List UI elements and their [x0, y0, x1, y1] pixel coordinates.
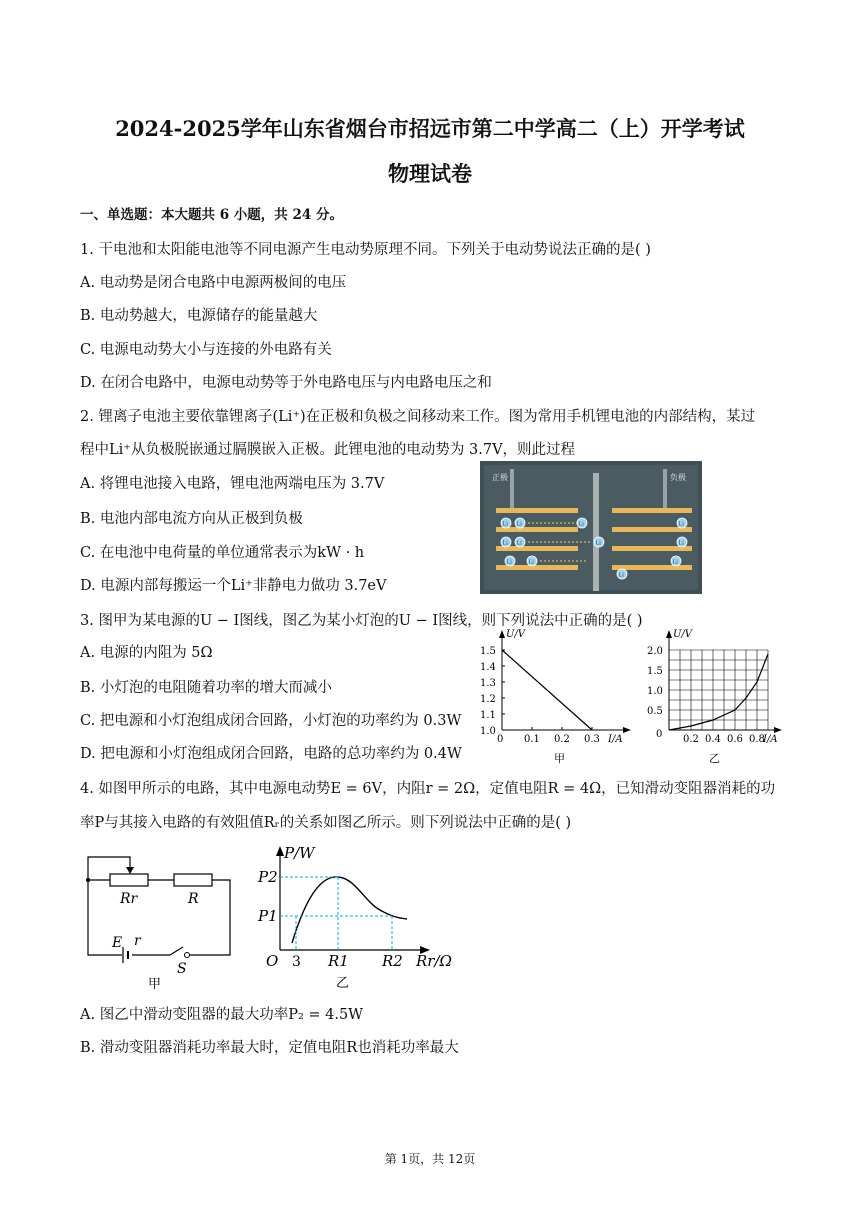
- emf-label: E: [112, 935, 123, 951]
- lithium-ion-label: Li: [502, 521, 508, 528]
- switch-blade: [170, 947, 183, 955]
- negative-electrode-label: 负极: [670, 473, 686, 482]
- lithium-ion-label: Li: [528, 559, 534, 566]
- y-tick-label: 1.0: [480, 726, 496, 737]
- x-tick-label: 0.2: [554, 734, 570, 745]
- x-axis-label: Rr/Ω: [416, 952, 452, 970]
- q1-option-a: A. 电动势是闭合电路中电源两极间的电压: [80, 275, 347, 291]
- y-tick-label: 1.0: [647, 686, 663, 697]
- x-axis-arrow: [774, 727, 782, 733]
- junction-dot: [86, 878, 90, 882]
- fixed-resistor: [174, 874, 212, 886]
- lithium-ion-label: Li: [595, 540, 601, 547]
- r1-label: R1: [328, 952, 349, 970]
- x-tick-label: 0.4: [705, 734, 721, 745]
- x-tick-label: 0.8: [749, 734, 765, 745]
- battery-figure: [480, 461, 702, 594]
- x-tick-label: 0.2: [683, 734, 699, 745]
- lithium-ion-label: Li: [578, 521, 584, 528]
- y-axis-arrow: [666, 630, 672, 638]
- y-tick-label: 1.4: [480, 662, 496, 673]
- q4-stem-line1: 4. 如图甲所示的电路，其中电源电动势E = 6V，内阻r = 2Ω，定值电阻R = 4Ω，已知滑动变阻器消耗的功: [80, 781, 776, 797]
- y-axis-label: U/V: [673, 629, 693, 640]
- q2-option-c: C. 在电池中电荷量的单位通常表示为kW · h: [80, 545, 365, 561]
- q2-option-d: D. 电源内部每搬运一个Li⁺非静电力做功 3.7eV: [80, 578, 387, 594]
- lithium-ion-label: Li: [506, 559, 512, 566]
- circuit-diagram: [80, 845, 250, 995]
- q2-option-a: A. 将锂电池接入电路，锂电池两端电压为 3.7V: [80, 476, 385, 492]
- x-axis-label: I/A: [608, 734, 623, 745]
- y-axis-label: U/V: [506, 629, 526, 640]
- q1-option-c: C. 电源电动势大小与连接的外电路有关: [80, 342, 332, 358]
- y-tick-label: 1.3: [480, 678, 496, 689]
- q2-option-b: B. 电池内部电流方向从正极到负极: [80, 511, 303, 527]
- y-tick-label: 2.0: [647, 646, 663, 657]
- y-tick-label: 1.2: [480, 694, 496, 705]
- y-axis-label: P/W: [284, 844, 315, 862]
- q3-option-c: C. 把电源和小灯泡组成闭合回路，小灯泡的功率约为 0.3W: [80, 713, 462, 729]
- origin-label: O: [266, 952, 279, 970]
- page-subtitle: 物理试卷: [388, 161, 472, 186]
- q3-stem: 3. 图甲为某电源的U − I图线，图乙为某小灯泡的U − I图线，则下列说法中正确的是( ): [80, 613, 643, 629]
- y-tick-label: 1.1: [480, 710, 496, 721]
- x3-label: 3: [292, 954, 301, 970]
- series-line: [502, 650, 592, 730]
- slider-arrow: [126, 867, 134, 874]
- q4-option-b: B. 滑动变阻器消耗功率最大时，定值电阻R也消耗功率最大: [80, 1040, 459, 1056]
- q1-option-d: D. 在闭合电路中，电源电动势等于外电路电压与内电路电压之和: [80, 375, 492, 391]
- q1-stem: 1. 干电池和太阳能电池等不同电源产生电动势原理不同。下列关于电动势说法正确的是( ): [80, 242, 651, 258]
- x-axis-label: I/A: [763, 734, 778, 745]
- q3-option-a: A. 电源的内阻为 5Ω: [80, 645, 213, 661]
- circuit-caption: 甲: [148, 977, 162, 992]
- switch-contact: [185, 953, 190, 958]
- positive-electrode-label: 正极: [492, 473, 508, 482]
- page-footer: 第 1页，共 12页: [384, 1152, 476, 1166]
- power-curve: [292, 877, 407, 943]
- q3-option-d: D. 把电源和小灯泡组成闭合回路，电路的总功率约为 0.4W: [80, 746, 462, 762]
- y-axis-arrow: [499, 630, 505, 638]
- rheostat-label: Rr: [120, 891, 138, 907]
- y-tick-label: 1.5: [647, 666, 663, 677]
- chart-yi: [645, 625, 795, 770]
- lithium-ion-label: Li: [516, 540, 522, 547]
- lithium-ion-label: Li: [618, 572, 624, 579]
- q3-option-b: B. 小灯泡的电阻随着功率的增大而减小: [80, 680, 332, 696]
- lithium-ion-label: Li: [678, 521, 684, 528]
- q4-option-a: A. 图乙中滑动变阻器的最大功率P₂ = 4.5W: [80, 1007, 364, 1023]
- origin-label: 0: [656, 729, 663, 740]
- section-heading: 一、单选题：本大题共 6 小题，共 24 分。: [80, 207, 343, 223]
- q2-stem-line2: 程中Li⁺从负极脱嵌通过膈膜嵌入正极。此锂电池的电动势为 3.7V，则此过程: [80, 442, 576, 458]
- lithium-ion-label: Li: [502, 540, 508, 547]
- internal-resistance-label: r: [134, 933, 141, 949]
- lithium-ion-label: Li: [516, 521, 522, 528]
- chart-caption: 乙: [709, 752, 720, 765]
- graph-caption: 乙: [336, 976, 350, 991]
- series-curve: [669, 654, 768, 730]
- x-tick-label: 0.3: [584, 734, 600, 745]
- switch-label: S: [177, 961, 187, 977]
- q2-stem-line1: 2. 锂离子电池主要依靠锂离子(Li⁺)在正极和负极之间移动来工作。图为常用手机锂电池的内部结构，某过: [80, 409, 756, 425]
- page-title: 2024-2025学年山东省烟台市招远市第二中学高二（上）开学考试: [115, 116, 745, 141]
- r2-label: R2: [382, 952, 403, 970]
- y-tick-label: 0.5: [647, 706, 663, 717]
- origin-label: 0: [497, 734, 504, 745]
- lithium-ion-label: Li: [678, 540, 684, 547]
- power-graph: [250, 840, 465, 995]
- lithium-ion-label: Li: [672, 559, 678, 566]
- p2-label: P2: [258, 868, 278, 886]
- y-axis-arrow: [276, 846, 284, 856]
- resistor-label: R: [188, 891, 199, 907]
- x-axis-arrow: [623, 727, 631, 733]
- chart-caption: 甲: [554, 752, 565, 765]
- p1-label: P1: [258, 907, 278, 925]
- q1-option-b: B. 电动势越大，电源储存的能量越大: [80, 308, 318, 324]
- x-tick-label: 0.6: [727, 734, 743, 745]
- x-tick-label: 0.1: [524, 734, 540, 745]
- chart-jia: [478, 625, 638, 770]
- y-tick-label: 1.5: [480, 646, 496, 657]
- rheostat-resistor: [110, 874, 148, 886]
- q4-stem-line2: 率P与其接入电路的有效阻值Rᵣ的关系如图乙所示。则下列说法中正确的是( ): [80, 815, 572, 831]
